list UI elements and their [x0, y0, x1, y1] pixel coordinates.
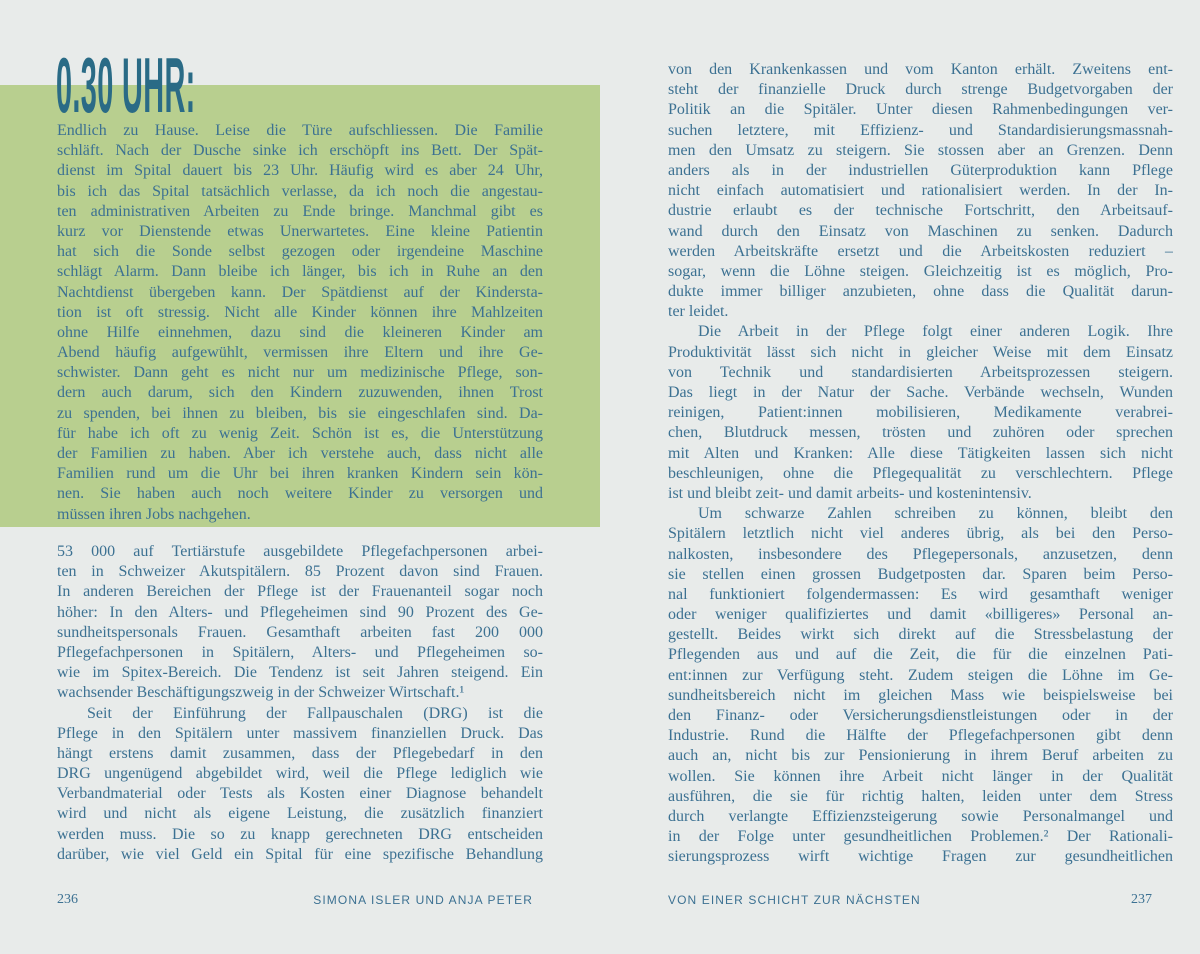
text-line: Die Arbeit in der Pflege folgt einer anderen Logik. Ihre: [698, 323, 1173, 341]
text-line: In anderen Bereichen der Pflege ist der Frauenanteil sogar noch: [57, 583, 543, 601]
text-line: ten administrativen Arbeiten zu Ende bringe. Manchmal gibt es: [57, 202, 543, 220]
text-line: Seit der Einführung der Fallpauschalen (DRG) ist die: [87, 704, 543, 722]
body-paragraph: [668, 322, 1173, 504]
text-line: von Technik und standardisierten Arbeitsprozessen steigern.: [668, 363, 1173, 381]
text-line: auch an, nicht bis zur Pensionierung in ihrem Beruf arbeiten zu: [668, 747, 1173, 765]
text-line: Endlich zu Hause. Leise die Türe aufschliessen. Die Familie: [57, 122, 543, 139]
text-line: Das liegt in der Natur der Sache. Verbände wechseln, Wunden: [668, 384, 1173, 401]
text-line: dustrie erlaubt es der technische Fortschritt, den Arbeitsauf-: [668, 202, 1173, 220]
text-line: wird und nicht als eigene Leistung, die zusätzlich finanziert: [57, 805, 543, 823]
text-line: sie stellen einen grossen Budgetposten dar. Sparen beim Perso-: [668, 565, 1173, 583]
text-line: 53 000 auf Tertiärstufe ausgebildete Pflegefachpersonen arbei-: [57, 543, 543, 560]
text-line: werden muss. Die so zu knapp gerechneten DRG entscheiden: [57, 825, 543, 843]
text-line: tion ist oft stressig. Nicht alle Kinder können ihre Mahlzeiten: [57, 303, 543, 321]
text-line: dienst im Spital dauert bis 23 Uhr. Häufig wird es aber 24 Uhr,: [57, 162, 543, 180]
text-line: darüber, wie viel Geld ein Spital für eine spezifische Behandlung: [57, 845, 543, 863]
text-line: schwister. Dann geht es nicht nur um medizinische Pflege, son-: [57, 364, 543, 382]
text-line: reinigen, Patient:innen mobilisieren, Medikamente verabrei-: [668, 404, 1173, 422]
text-line: Abend häufig aufgewühlt, vermissen ihre Eltern und ihre Ge-: [57, 344, 543, 362]
text-line: hängt erstens damit zusammen, dass der Pflegebedarf in den: [57, 744, 543, 762]
text-line: Spitälern letztlich nicht viel anderes übrig, als bei den Perso-: [668, 525, 1173, 543]
body-paragraph: [668, 504, 1173, 867]
text-line: der Familien zu haben. Aber ich verstehe auch, dass nicht alle: [57, 445, 543, 462]
text-line: anders als in der industriellen Güterproduktion kann Pflege: [668, 161, 1173, 179]
text-line: chen, Blutdruck messen, trösten und zuhören oder sprechen: [668, 424, 1173, 442]
text-line: Um schwarze Zahlen schreiben zu können, bleibt den: [698, 505, 1173, 523]
text-line: DRG ungenügend abgebildet wird, weil die Pflege lediglich wie: [57, 765, 543, 783]
body-paragraph: [57, 704, 543, 866]
text-line: Pflegefachpersonen in Spitälern, Alters- und Pflegeheimen so-: [57, 643, 543, 661]
text-line: suchen letztere, mit Effizienz- und Standardisierungsmassnah-: [668, 121, 1173, 139]
text-line: müssen ihren Jobs nachgehen.: [57, 505, 251, 523]
running-title-left: SIMONA ISLER UND ANJA PETER: [313, 893, 533, 907]
text-line: von den Krankenkassen und vom Kanton erhält. Zweitens ent-: [668, 61, 1173, 78]
text-line: wie im Spitex-Bereich. Die Tendenz ist seit Jahren steigend. Ein: [57, 664, 543, 682]
body-text-right: [668, 60, 1173, 868]
text-line: schlägt Alarm. Dann bleibe ich länger, bis ich in Ruhe an den: [57, 263, 543, 281]
text-line: Pflegenden aus und auf die Zeit, die für die einzelnen Pati-: [668, 646, 1173, 664]
text-line: nicht einfach automatisiert und rationalisiert werden. In der In-: [668, 182, 1173, 200]
text-line: werden Arbeitskräfte ersetzt und die Arbeitskosten reduziert –: [668, 242, 1173, 260]
text-line: beschleunigen, ohne die Pflegequalität zu verschlechtern. Pflege: [668, 464, 1173, 482]
text-line: ohne Hilfe einnehmen, dazu sind die kleineren Kinder am: [57, 323, 543, 341]
text-line: gestellt. Beides wirkt sich direkt auf die Stressbelastung der: [668, 626, 1173, 644]
text-line: ten in Schweizer Akutspitälern. 85 Prozent davon sind Frauen.: [57, 563, 543, 581]
body-paragraph: [668, 60, 1173, 322]
text-line: mit Alten und Kranken: Alle diese Tätigkeiten lassen sich nicht: [668, 444, 1173, 462]
text-line: für habe ich oft zu wenig Zeit. Schön ist es, die Unterstützung: [57, 424, 543, 442]
text-line: hat sich die Sonde selbst gezogen oder irgendeine Maschine: [57, 243, 543, 261]
text-line: Pflege in den Spitälern unter massivem finanziellen Druck. Das: [57, 724, 543, 742]
text-line: dern auch darum, sich den Kindern zuzuwenden, ihnen Trost: [57, 384, 543, 402]
text-line: wollen. Sie können ihre Arbeit nicht länger in der Qualität: [668, 767, 1173, 785]
body-paragraph: [57, 542, 543, 704]
text-line: sogar, wenn die Löhne steigen. Gleichzeitig ist es möglich, Pro-: [668, 262, 1173, 280]
text-line: durch verlangte Effizienzsteigerung sowie Personalmangel und: [668, 807, 1173, 825]
text-line: Politik an die Spitäler. Unter diesen Rahmenbedingungen ver-: [668, 101, 1173, 119]
text-line: bis ich das Spital tatsächlich verlasse, da ich noch die angestau-: [57, 182, 543, 200]
text-line: ter leidet.: [668, 303, 729, 321]
text-line: wand durch den Einsatz von Maschinen zu senken. Dadurch: [668, 222, 1173, 240]
page-number-right: 237: [1131, 892, 1152, 907]
text-line: men den Umsatz zu steigern. Sie stossen aber an Grenzen. Denn: [668, 141, 1173, 159]
page-number-left: 236: [57, 892, 78, 907]
text-line: nal funktioniert folgendermassen: Es wird gesamthaft weniger: [668, 585, 1173, 603]
text-line: ausführen, die sie für richtig halten, leiden unter dem Stress: [668, 787, 1173, 805]
text-line: höher: In den Alters- und Pflegeheimen sind 90 Prozent des Ge-: [57, 603, 543, 621]
running-title-right: VON EINER SCHICHT ZUR NÄCHSTEN: [668, 893, 921, 907]
text-line: Verbandmaterial oder Tests als Kosten einer Diagnose behandelt: [57, 785, 543, 803]
text-line: oder weniger qualifiziertes und damit «billigeres» Personal an-: [668, 606, 1173, 624]
text-line: zu spenden, bei ihnen zu bleiben, bis sie eingeschlafen sind. Da-: [57, 404, 543, 422]
text-line: steht der finanzielle Druck durch strenge Budgetvorgaben der: [668, 81, 1173, 99]
text-line: Produktivität lässt sich nicht in gleicher Weise mit dem Einsatz: [668, 343, 1173, 361]
diary-highlight-paragraph: [57, 121, 543, 525]
text-line: Nachtdienst übergeben kann. Der Spätdienst auf der Kindersta-: [57, 283, 543, 301]
text-line: ist und bleibt zeit- und damit arbeits- und kostenintensiv.: [668, 484, 1032, 502]
text-line: schläft. Nach der Dusche sinke ich erschöpft ins Bett. Der Spät-: [57, 142, 543, 160]
text-line: dukte immer billiger anzubieten, ohne dass die Qualität darun-: [668, 283, 1173, 301]
text-line: nalkosten, insbesondere des Pflegepersonals, anzusetzen, denn: [668, 545, 1173, 563]
text-line: Familien rund um die Uhr bei ihren kranken Kindern sein kön-: [57, 465, 543, 483]
text-line: in der Folge unter gesundheitlichen Problemen.² Der Rationali-: [668, 828, 1173, 846]
text-line: wachsender Beschäftigungszweig in der Schweizer Wirtschaft.¹: [57, 684, 465, 702]
text-line: nen. Sie haben auch noch weitere Kinder zu versorgen und: [57, 485, 543, 503]
chapter-time-heading: 0.30 UHR:: [56, 41, 196, 129]
text-line: Industrie. Rund die Hälfte der Pflegefachpersonen gibt denn: [668, 727, 1173, 745]
text-line: den Finanz- oder Versicherungsdienstleistungen oder in der: [668, 707, 1173, 724]
text-line: sundheitsbereich nicht im gleichen Mass wie beispielsweise bei: [668, 686, 1173, 704]
text-line: ent:innen zur Verfügung steht. Zudem steigen die Löhne im Ge-: [668, 666, 1173, 684]
text-line: sundheitspersonals Frauen. Gesamthaft arbeiten fast 200 000: [57, 623, 543, 641]
text-line: sierungsprozess wirft wichtige Fragen zur gesundheitlichen: [668, 848, 1173, 866]
text-line: kurz vor Dienstende etwas Unerwartetes. Eine kleine Patientin: [57, 222, 543, 240]
body-text-left: [57, 542, 543, 865]
